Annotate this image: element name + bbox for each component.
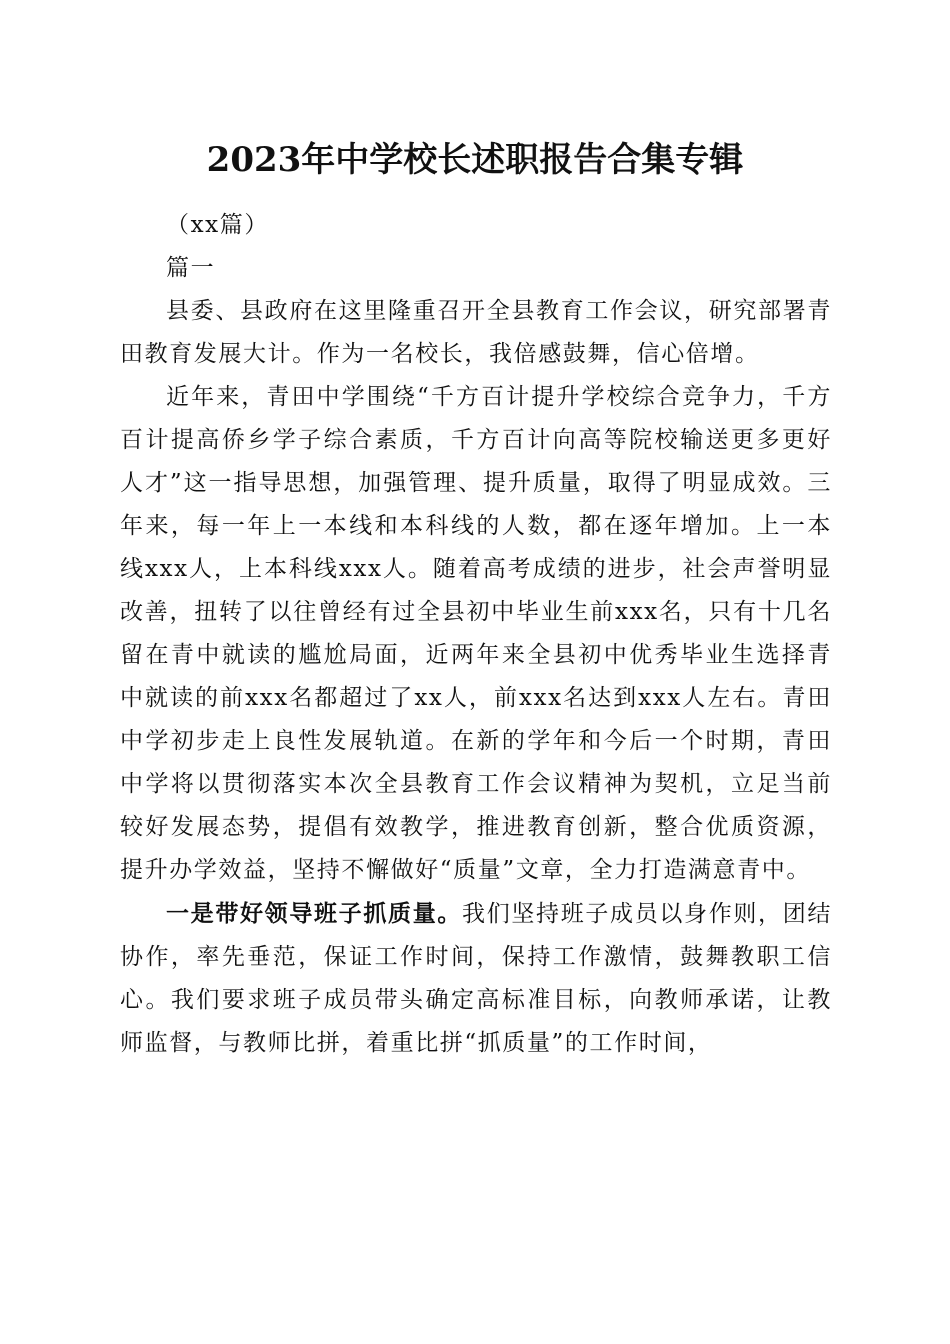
document-body <box>120 204 832 1065</box>
paragraph-point-one <box>120 892 832 1065</box>
point-one-text: 我们坚持班子成员以身作则，团结协作，率先垂范，保证工作时间，保持工作激情，鼓舞教职工信心。我们要求班子成员带头确定高标准目标，向教师承诺，让教师监督，与教师比拼，着重比拼“抓质量”的工作时间， <box>120 901 832 1056</box>
paragraph-2: 近年来，青田中学围绕“千方百计提升学校综合竞争力，千方百计提高侨乡学子综合素质，千方百计向高等院校输送更多更好人才”这一指导思想，加强管理、提升质量，取得了明显成效。三年来，每一年上一本线和本科线的人数，都在逐年增加。上一本线xxx人，上本科线xxx人。随着高考成绩的进步，社会声誉明显改善，扭转了以往曾经有过全县初中毕业生前xxx名，只有十几名留在青中就读的尴尬局面，近两年来全县初中优秀毕业生选择青中就读的前xxx名都超过了xx人，前xxx名达到xxx人左右。青田中学初步走上良性发展轨道。在新的学年和今后一个时期，青田中学将以贯彻落实本次全县教育工作会议精神为契机，立足当前较好发展态势，提倡有效教学，推进教育创新，整合优质资源，提升办学效益，坚持不懈做好“质量”文章，全力打造满意青中。 <box>120 384 832 883</box>
subtitle: （xx篇） <box>166 212 269 238</box>
document-title: 2023年中学校长述职报告合集专辑 <box>206 140 744 180</box>
point-one-lead: 一是带好领导班子抓质量。 <box>166 900 463 927</box>
section-label: 篇一 <box>166 255 216 281</box>
paragraph-1: 县委、县政府在这里隆重召开全县教育工作会议，研究部署青田教育发展大计。作为一名校长，我倍感鼓舞，信心倍增。 <box>120 298 832 367</box>
